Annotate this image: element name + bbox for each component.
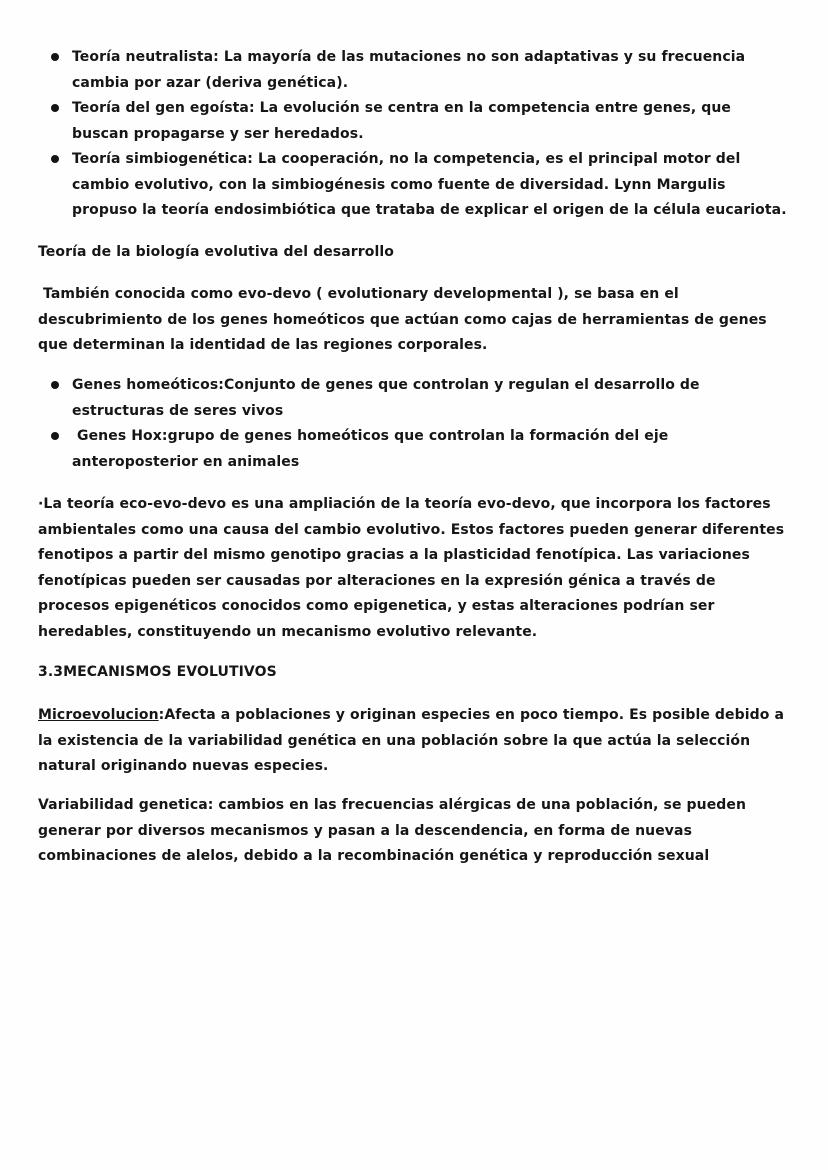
list-item: Teoría simbiogenética: La cooperación, no la competencia, es el principal motor del cambio evolutivo, con la simbiogénesis como fuente de diversidad. Lynn Margulis propuso la teoría endosimbiótica que trataba de explicar el origen de la célula eucariota. [38,147,790,224]
genes-bullet-list [38,373,790,475]
list-item: Teoría del gen egoísta: La evolución se centra en la competencia entre genes, que buscan propagarse y ser heredados. [38,96,790,147]
eco-evo-devo-paragraph: ·La teoría eco-evo-devo es una ampliación de la teoría evo-devo, que incorpora los factores ambientales como una causa del cambio evolutivo. Estos factores pueden generar diferentes fenotipos a partir del mismo genotipo gracias a la plasticidad fenotípica. Las variaciones fenotípicas pueden ser causadas por alteraciones en la expresión génica a través de procesos epigenéticos conocidos como epigenetica, y estas alteraciones podrían ser heredables, constituyendo un mecanismo evolutivo relevante. [38,496,785,640]
evo-devo-paragraph: También conocida como evo-devo ( evolutionary developmental ), se basa en el descubrimiento de los genes homeóticos que actúan como cajas de herramientas de genes que determinan la identidad de las regiones corporales. [38,286,772,353]
microevolution-term: Microevolucion [38,707,159,723]
list-item: Genes Hox:grupo de genes homeóticos que controlan la formación del eje anteroposterior en animales [38,424,790,475]
microevolution-paragraph [38,703,790,780]
evo-devo-title: Teoría de la biología evolutiva del desarrollo [38,244,395,260]
variability-paragraph: Variabilidad genetica: cambios en las frecuencias alérgicas de una población, se pueden generar por diversos mecanismos y pasan a la descendencia, en forma de nuevas combinaciones de alelos, debido a la recombinación genética y reproducción sexual [38,797,747,864]
list-item: Genes homeóticos:Conjunto de genes que controlan y regulan el desarrollo de estructuras de seres vivos [38,373,790,424]
microevolution-text: :Afecta a poblaciones y originan especies en poco tiempo. Es posible debido a la existencia de la variabilidad genética en una población sobre la que actúa la selección natural originando nuevas especies. [38,707,785,774]
list-item: Teoría neutralista: La mayoría de las mutaciones no son adaptativas y su frecuencia cambia por azar (deriva genética). [38,45,790,96]
mechanisms-heading: 3.3MECANISMOS EVOLUTIVOS [38,664,277,680]
theories-bullet-list [38,45,790,224]
